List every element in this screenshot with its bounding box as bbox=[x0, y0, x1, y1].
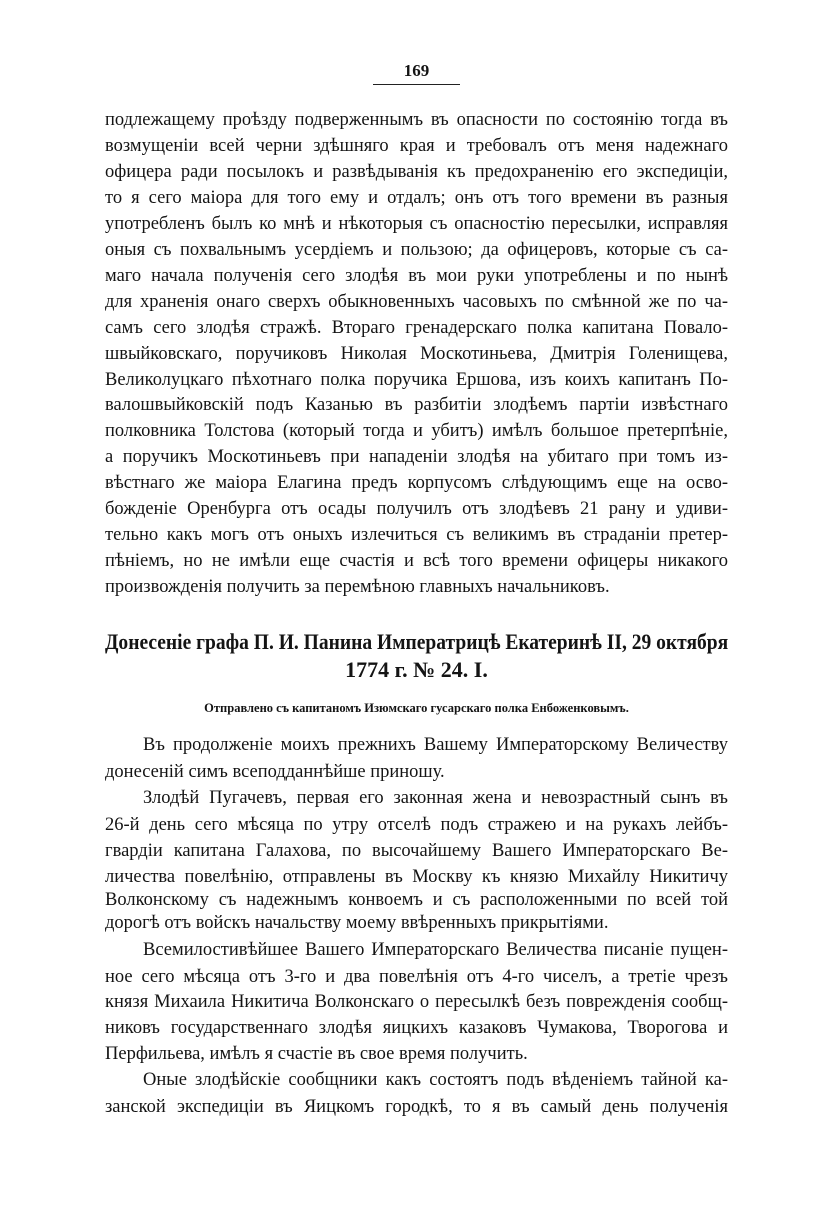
text-line: полковника Толстова (который тогда и убитъ) имѣлъ большое претерпѣніе, bbox=[105, 421, 728, 442]
text-line: ное сего мѣсяца отъ 3-го и два повелѣнія отъ 4-го чиселъ, а третіе чрезъ bbox=[105, 967, 728, 987]
text-line: произвожденія получить за перемѣною главныхъ начальниковъ. bbox=[105, 577, 610, 598]
text-line: швыйковскаго, поручиковъ Николая Москотиньева, Дмитрія Голенищева, bbox=[105, 343, 728, 364]
text-line: занской экспедиціи въ Яицкомъ городкѣ, то я въ самый день полученія bbox=[105, 1097, 728, 1117]
text-line: маго начала полученія сего злодѣя въ мои руки употреблены и по нынѣ bbox=[105, 265, 728, 286]
text-line: Великолуцкаго пѣхотнаго полка поручика Ершова, изъ коихъ капитанъ По- bbox=[105, 369, 728, 390]
text-line: Перфильева, имѣлъ я счастіе въ свое время получить. bbox=[105, 1044, 528, 1064]
text-line: никовъ государственнаго злодѣя яицкихъ казаковъ Чумакова, Творогова и bbox=[105, 1018, 728, 1038]
text-line: вѣстнаго же маіора Елагина предъ корпусомъ слѣдующимъ еще на осво- bbox=[105, 473, 728, 494]
text-line: Волконскому съ надежнымъ конвоемъ и съ расположенными по всей той bbox=[105, 890, 728, 910]
document-subtitle: Отправлено съ капитаномъ Изюмскаго гусарскаго полка Енбоженковымъ. bbox=[204, 701, 629, 715]
text-line: возмущеніи всей черни здѣшняго края и требовалъ отъ меня надежнаго bbox=[105, 135, 728, 156]
text-line: дорогѣ отъ войскъ начальству моему ввѣренныхъ прикрытіями. bbox=[105, 913, 609, 933]
text-line: подлежащему проѣзду подверженнымъ въ опасности по состоянію тогда въ bbox=[105, 110, 728, 130]
paragraph-first-line: Всемилостивѣйшее Вашего Императорскаго Величества писаніе пущен- bbox=[143, 940, 728, 960]
text-line: божденіе Оренбурга отъ осады получилъ отъ злодѣевъ 21 рану и удиви- bbox=[105, 499, 728, 520]
text-line: а поручикъ Москотиньевъ при нападеніи злодѣя на убитаго при томъ из- bbox=[105, 447, 728, 468]
paragraph-first-line: Въ продолженіе моихъ прежнихъ Вашему Императорскому Величеству bbox=[143, 735, 728, 755]
text-line: валошвыйковскій подъ Казанью въ разбитіи злодѣемъ партіи извѣстнаго bbox=[105, 395, 728, 416]
page-number-rule bbox=[373, 84, 460, 85]
paragraph-first-line: Злодѣй Пугачевъ, первая его законная жена и невозрастный сынъ въ bbox=[143, 788, 728, 808]
text-line: личества повелѣнію, отправлены въ Москву къ князю Михайлу Никитичу bbox=[105, 867, 728, 887]
text-line: употребленъ былъ ко мнѣ и нѣкоторыя съ опасностію пересылки, исправляя bbox=[105, 213, 728, 234]
text-line: донесеній симъ всеподданнѣйше приношу. bbox=[105, 762, 445, 782]
text-line: офицера ради посылокъ и развѣдыванія къ предохраненію его экспедиціи, bbox=[105, 161, 728, 182]
text-line: тельно какъ могъ отъ оныхъ излечиться съ великимъ въ страданіи претер- bbox=[105, 525, 728, 546]
text-line: оныя съ похвальнымъ усердіемъ и пользою; да офицеровъ, которые съ са- bbox=[105, 239, 728, 260]
document-heading-line: 1774 г. № 24. I. bbox=[345, 657, 488, 682]
page-number: 169 bbox=[403, 61, 430, 80]
text-line: самъ сего злодѣя стражѣ. Втораго гренадерскаго полка капитана Повало- bbox=[105, 317, 728, 338]
text-line: для храненія онаго сверхъ обыкновенныхъ часовыхъ по смѣнной же по ча- bbox=[105, 291, 728, 312]
text-line: 26-й день сего мѣсяца по утру отселѣ подъ стражею и на рукахъ лейбъ- bbox=[105, 815, 728, 835]
paragraph-first-line: Оные злодѣйскіе сообщники какъ состоятъ подъ вѣденіемъ тайной ка- bbox=[143, 1070, 728, 1090]
text-line: князя Михаила Никитича Волконскаго о пересылкѣ безъ поврежденія сообщ- bbox=[105, 992, 728, 1012]
document-heading-line: Донесеніе графа П. И. Панина Императрицѣ Екатеринѣ II, 29 октября bbox=[105, 629, 729, 654]
text-line: то я сего маіора для того ему и отдалъ; онъ отъ того времени въ разныя bbox=[105, 187, 728, 208]
text-line: пѣніемъ, но не имѣли еще счастія и всѣ того времени офицеры никакого bbox=[105, 551, 728, 572]
text-line: гвардіи капитана Галахова, по высочайшему Вашего Императорскаго Ве- bbox=[105, 841, 728, 861]
